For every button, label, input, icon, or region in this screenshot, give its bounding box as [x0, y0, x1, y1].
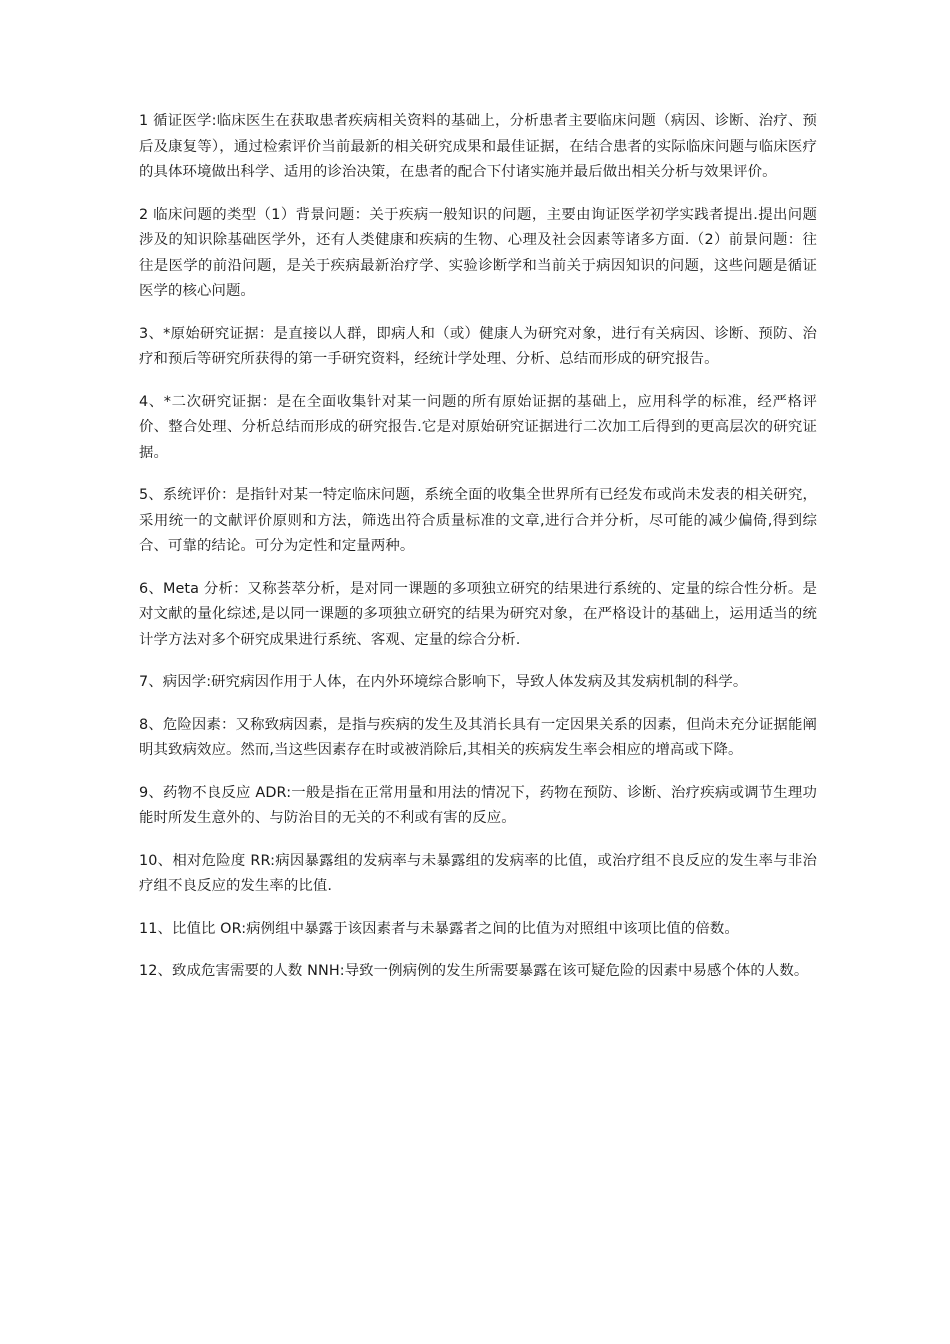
- paragraph-risk-factors: 8、危险因素：又称致病因素，是指与疾病的发生及其消长具有一定因果关系的因素，但尚未充分证据能阐明其致病效应。然而,当这些因素存在时或被消除后,其相关的疾病发生率会相应的增高或下降。: [139, 716, 817, 758]
- paragraph-odds-ratio: 11、比值比 OR:病例组中暴露于该因素者与未暴露者之间的比值为对照组中该项比值的倍数。: [139, 920, 739, 937]
- paragraph-etiology: 7、病因学:研究病因作用于人体，在内外环境综合影响下，导致人体发病及其发病机制的科学。: [139, 674, 748, 690]
- paragraph-relative-risk: 10、相对危险度 RR:病因暴露组的发病率与未暴露组的发病率的比值，或治疗组不良反应的发生率与非治疗组不良反应的发生率的比值.: [139, 852, 817, 894]
- paragraph-adverse-drug-reaction: 9、药物不良反应 ADR:一般是指在正常用量和用法的情况下，药物在预防、诊断、治疗疾病或调节生理功能时所发生意外的、与防治目的无关的不利或有害的反应。: [139, 784, 817, 826]
- paragraph-systematic-review: 5、系统评价：是指针对某一特定临床问题，系统全面的收集全世界所有已经发布或尚未发表的相关研究，采用统一的文献评价原则和方法，筛选出符合质量标准的文章,进行合并分析，尽可能的减少偏倚,得到综合、可靠的结论。可分为定性和定量两种。: [139, 487, 817, 554]
- paragraph-clinical-question-types: 2 临床问题的类型（1）背景问题：关于疾病一般知识的问题，主要由询证医学初学实践者提出.提出问题涉及的知识除基础医学外，还有人类健康和疾病的生物、心理及社会因素等诸多方面.（2）前景问题：往往是医学的前沿问题，是关于疾病最新治疗学、实验诊断学和当前关于病因知识的问题，这些问题是循证医学的核心问题。: [139, 206, 817, 299]
- paragraph-meta-analysis: 6、Meta 分析：又称荟萃分析，是对同一课题的多项独立研究的结果进行系统的、定量的综合性分析。是对文献的量化综述,是以同一课题的多项独立研究的结果为研究对象，在严格设计的基础上，运用适当的统计学方法对多个研究成果进行系统、客观、定量的综合分析.: [139, 580, 817, 648]
- paragraph-secondary-research-evidence: 4、*二次研究证据：是在全面收集针对某一问题的所有原始证据的基础上，应用科学的标准，经严格评价、整合处理、分析总结而形成的研究报告.它是对原始研究证据进行二次加工后得到的更高层次的研究证据。: [139, 393, 817, 461]
- paragraph-evidence-based-medicine: 1 循证医学:临床医生在获取患者疾病相关资料的基础上，分析患者主要临床问题（病因、诊断、治疗、预后及康复等），通过检索评价当前最新的相关研究成果和最佳证据，在结合患者的实际临床问题与临床医疗的具体环境做出科学、适用的诊治决策，在患者的配合下付诸实施并最后做出相关分析与效果评价。: [139, 113, 817, 180]
- paragraph-number-needed-to-harm: 12、致成危害需要的人数 NNH:导致一例病例的发生所需要暴露在该可疑危险的因素中易感个体的人数。: [139, 963, 809, 979]
- paragraph-primary-research-evidence: 3、*原始研究证据：是直接以人群，即病人和（或）健康人为研究对象，进行有关病因、诊断、预防、治疗和预后等研究所获得的第一手研究资料，经统计学处理、分析、总结而形成的研究报告。: [139, 325, 817, 367]
- document-body: [139, 109, 817, 1002]
